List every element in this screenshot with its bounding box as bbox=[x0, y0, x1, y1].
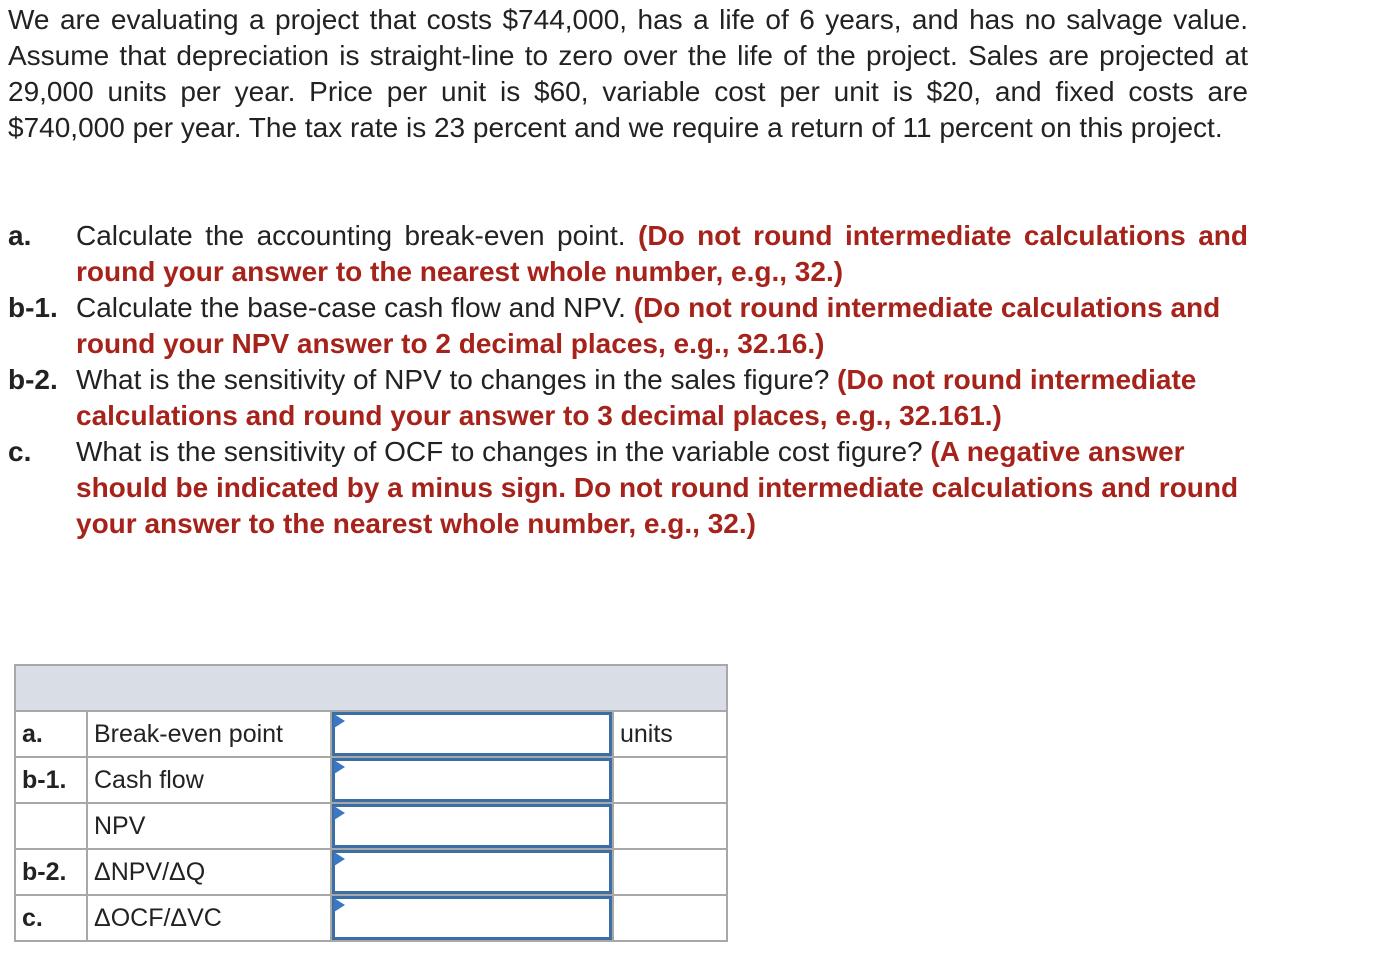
input-cell bbox=[331, 803, 613, 849]
rounding-instruction: (A negative answer should be indicated by a minus sign. Do not round intermediate calculations and round your answer to the nearest whole number, e.g., 32.) bbox=[76, 436, 1239, 539]
question-c bbox=[8, 434, 1248, 542]
rounding-instruction: (Do not round intermediate calculations and round your answer to the nearest whole number, e.g., 32.) bbox=[76, 220, 1249, 287]
row-label: ΔOCF/ΔVC bbox=[87, 895, 331, 941]
table-row-cash-flow bbox=[15, 757, 727, 803]
input-cell bbox=[331, 757, 613, 803]
row-unit bbox=[613, 895, 727, 941]
question-b2 bbox=[8, 362, 1248, 434]
question-b1 bbox=[8, 290, 1248, 362]
rounding-instruction: (Do not round intermediate calculations and round your NPV answer to 2 decimal places, e.g., 32.16.) bbox=[76, 292, 1221, 359]
question-text bbox=[76, 218, 1248, 290]
problem-statement: We are evaluating a project that costs $744,000, has a life of 6 years, and has no salvage value. Assume that depreciation is straight-line to zero over the life of the project. Sales are projected at 29,000 units per year. Price per unit is $60, variable cost per unit is $20, and fixed costs are $740,000 per year. The tax rate is 23 percent and we require a return of 11 percent on this project. bbox=[8, 4, 1248, 143]
ocf-sensitivity-input[interactable] bbox=[332, 896, 612, 940]
question-text bbox=[76, 362, 1248, 434]
npv-sensitivity-input[interactable] bbox=[332, 850, 612, 894]
question-text bbox=[76, 434, 1248, 542]
cash-flow-input[interactable] bbox=[332, 758, 612, 802]
row-unit bbox=[613, 803, 727, 849]
break-even-input[interactable] bbox=[332, 712, 612, 756]
question-letter: c. bbox=[8, 436, 32, 467]
table-header-cell bbox=[15, 665, 727, 711]
row-unit: units bbox=[613, 711, 727, 757]
row-letter: b-2. bbox=[15, 849, 87, 895]
row-label: ΔNPV/ΔQ bbox=[87, 849, 331, 895]
rounding-instruction: (Do not round intermediate calculations and round your answer to 3 decimal places, e.g., 32.161.) bbox=[76, 364, 1197, 431]
table-row-break-even bbox=[15, 711, 727, 757]
answer-table bbox=[14, 664, 728, 942]
question-prompt: Calculate the accounting break-even point. bbox=[76, 220, 626, 251]
input-cell bbox=[331, 711, 613, 757]
table-row-ocf-sensitivity bbox=[15, 895, 727, 941]
row-label: Cash flow bbox=[87, 757, 331, 803]
answer-flag-icon bbox=[334, 898, 345, 912]
question-prompt: What is the sensitivity of NPV to changes in the sales figure? bbox=[76, 364, 830, 395]
input-cell bbox=[331, 849, 613, 895]
row-label: NPV bbox=[87, 803, 331, 849]
row-letter: c. bbox=[15, 895, 87, 941]
npv-input[interactable] bbox=[332, 804, 612, 848]
question-prompt: What is the sensitivity of OCF to changes in the variable cost figure? bbox=[76, 436, 923, 467]
answer-flag-icon bbox=[334, 714, 345, 728]
answer-flag-icon bbox=[334, 852, 345, 866]
question-letter: b-2. bbox=[8, 364, 58, 395]
row-letter: a. bbox=[15, 711, 87, 757]
row-unit bbox=[613, 757, 727, 803]
answer-flag-icon bbox=[334, 806, 345, 820]
table-header-row bbox=[15, 665, 727, 711]
question-list bbox=[8, 218, 1248, 542]
input-cell bbox=[331, 895, 613, 941]
row-unit bbox=[613, 849, 727, 895]
answer-flag-icon bbox=[334, 760, 345, 774]
row-label: Break-even point bbox=[87, 711, 331, 757]
row-letter: b-1. bbox=[15, 757, 87, 803]
row-letter bbox=[15, 803, 87, 849]
table-row-npv bbox=[15, 803, 727, 849]
question-a bbox=[8, 218, 1248, 290]
question-prompt: Calculate the base-case cash flow and NPV. bbox=[76, 292, 626, 323]
table-row-npv-sensitivity bbox=[15, 849, 727, 895]
question-letter: b-1. bbox=[8, 292, 58, 323]
question-letter: a. bbox=[8, 220, 32, 251]
question-text bbox=[76, 290, 1248, 362]
